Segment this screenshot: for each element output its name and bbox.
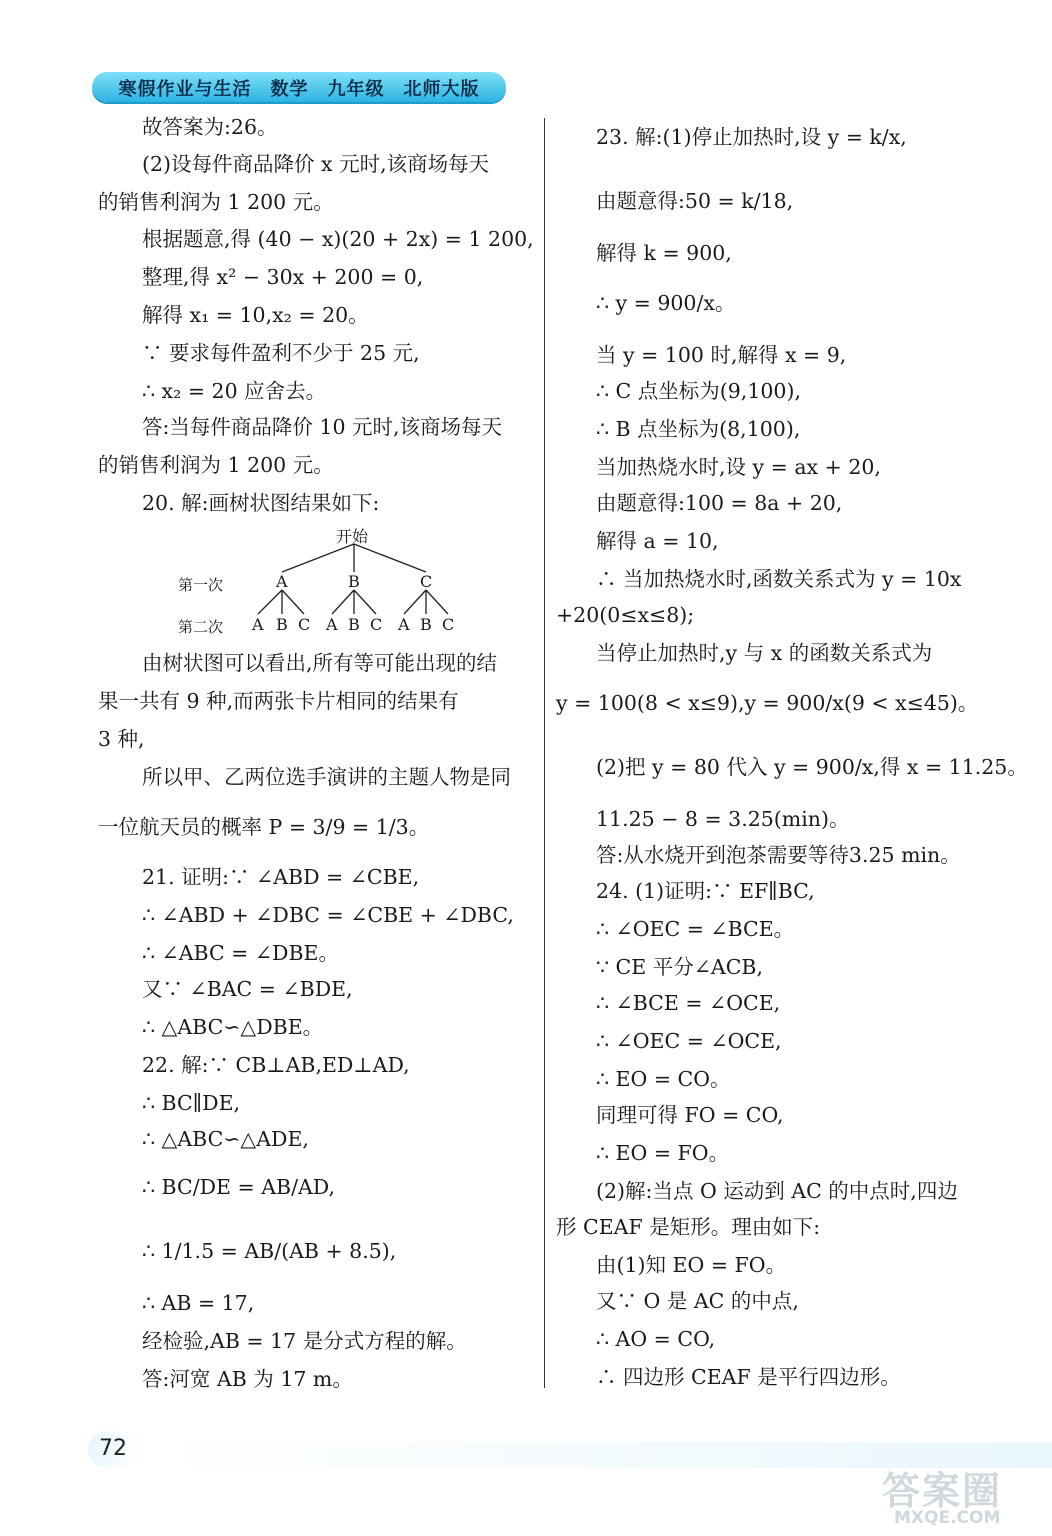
text-line: 由(1)知 EO = FO。 <box>596 1253 787 1277</box>
text-line: ∴ B 点坐标为(8,100), <box>596 417 801 441</box>
tree-root: 开始 <box>336 527 369 546</box>
text-line: 所以甲、乙两位选手演讲的主题人物是同 <box>142 765 511 789</box>
text-line: ∴ ∠BCE = ∠OCE, <box>596 991 781 1015</box>
text-line: ∴ 当加热烧水时,函数关系式为 y = 10x <box>596 567 962 591</box>
text-line: 答:当每件商品降价 10 元时,该商场每天 <box>142 415 503 439</box>
text-line: 当 y = 100 时,解得 x = 9, <box>596 343 847 367</box>
text-line: ∴ AB = 17, <box>142 1291 255 1315</box>
tree-node-second: B <box>348 615 360 634</box>
tree-edge <box>332 590 354 614</box>
text-line: ∴ ∠OEC = ∠OCE, <box>596 1029 782 1053</box>
text-line: 由题意得:100 = 8a + 20, <box>596 491 843 515</box>
tree-node-second: A <box>326 615 338 634</box>
text-line: ∴ 1/1.5 = AB/(AB + 8.5), <box>142 1239 397 1263</box>
tree-edge <box>282 590 304 614</box>
text-line: ∴ EO = CO。 <box>596 1067 731 1091</box>
text-line: ∴ ∠ABC = ∠DBE。 <box>142 941 340 965</box>
tree-node-second: C <box>442 615 455 634</box>
text-line: 解得 k = 900, <box>596 241 732 265</box>
tree-edge <box>426 590 448 614</box>
tree-node-second: B <box>276 615 288 634</box>
text-line: ∵ CE 平分∠ACB, <box>596 955 763 979</box>
text-line: 解得 x₁ = 10,x₂ = 20。 <box>142 303 369 327</box>
text-line: (2)设每件商品降价 x 元时,该商场每天 <box>142 152 490 176</box>
text-line: ∴ BC/DE = AB/AD, <box>142 1175 336 1199</box>
text-line: ∴ x₂ = 20 应舍去。 <box>142 379 327 403</box>
text-line: 根据题意,得 (40 − x)(20 + 2x) = 1 200, <box>142 227 534 251</box>
text-line: 同理可得 FO = CO, <box>596 1103 784 1127</box>
text-line: ∴ y = 900/x。 <box>596 291 736 315</box>
text-line: 20. 解:画树状图结果如下: <box>142 491 380 515</box>
text-line: 的销售利润为 1 200 元。 <box>98 190 334 214</box>
text-line: ∴ △ABC∽△DBE。 <box>142 1015 324 1039</box>
tree-node-second: A <box>252 615 264 634</box>
tree-edge <box>404 590 426 614</box>
column-divider <box>544 118 545 1388</box>
tree-node-first: B <box>348 572 360 591</box>
text-line: 的销售利润为 1 200 元。 <box>98 453 334 477</box>
text-line: y = 100(8 < x≤9),y = 900/x(9 < x≤45)。 <box>556 691 979 715</box>
page-number: 72 <box>88 1431 138 1467</box>
text-line: 24. (1)证明:∵ EF∥BC, <box>596 879 815 903</box>
tree-edge <box>354 590 376 614</box>
text-line: ∴ EO = FO。 <box>596 1141 730 1165</box>
watermark-logo <box>880 1460 1050 1530</box>
text-line: (2)解:当点 O 运动到 AC 的中点时,四边 <box>596 1179 958 1203</box>
watermark-url: MXQE.COM <box>894 1508 1001 1528</box>
right-column <box>556 114 1028 1404</box>
text-line: 形 CEAF 是矩形。理由如下: <box>556 1215 821 1239</box>
text-line: ∴ 四边形 CEAF 是平行四边形。 <box>596 1365 901 1389</box>
text-line: 由题意得:50 = k/18, <box>596 189 794 213</box>
text-line: 答:河宽 AB 为 17 m。 <box>142 1367 353 1391</box>
tree-node-first: C <box>420 572 433 591</box>
text-line: 经检验,AB = 17 是分式方程的解。 <box>142 1329 467 1353</box>
text-line: 又∵ ∠BAC = ∠BDE, <box>142 977 353 1001</box>
text-line: 当加热烧水时,设 y = ax + 20, <box>596 455 881 479</box>
text-line: 3 种, <box>98 727 145 751</box>
text-line: ∴ ∠ABD + ∠DBC = ∠CBE + ∠DBC, <box>142 903 514 927</box>
text-line: 23. 解:(1)停止加热时,设 y = k/x, <box>596 125 907 149</box>
text-line: 21. 证明:∵ ∠ABD = ∠CBE, <box>142 865 420 889</box>
tree-node-second: C <box>370 615 383 634</box>
text-line: 一位航天员的概率 P = 3/9 = 1/3。 <box>98 815 430 839</box>
tree-edge <box>282 544 354 572</box>
text-line: 答:从水烧开到泡茶需要等待3.25 min。 <box>596 843 961 867</box>
text-line: 11.25 − 8 = 3.25(min)。 <box>596 807 850 831</box>
text-line: ∴ C 点坐标为(9,100), <box>596 379 801 403</box>
tree-edge <box>258 590 282 614</box>
text-line: 由树状图可以看出,所有等可能出现的结 <box>142 651 498 675</box>
text-line: 果一共有 9 种,而两张卡片相同的结果有 <box>98 689 459 713</box>
text-line: 当停止加热时,y 与 x 的函数关系式为 <box>596 641 933 665</box>
tree-diagram <box>170 522 470 640</box>
tree-second-label: 第二次 <box>178 618 224 636</box>
tree-node-second: C <box>298 615 311 634</box>
tree-node-second: B <box>420 615 432 634</box>
text-line: ∴ ∠OEC = ∠BCE。 <box>596 917 795 941</box>
text-line: (2)把 y = 80 代入 y = 900/x,得 x = 11.25。 <box>596 755 1028 779</box>
text-line: ∴ BC∥DE, <box>142 1091 241 1115</box>
tree-node-second: A <box>398 615 410 634</box>
text-line: 故答案为:26。 <box>142 115 278 139</box>
tree-first-label: 第一次 <box>178 576 224 594</box>
text-line: 又∵ O 是 AC 的中点, <box>596 1289 799 1313</box>
text-line: ∴ AO = CO, <box>596 1327 716 1351</box>
left-column <box>98 114 538 1394</box>
text-line: ∵ 要求每件盈利不少于 25 元, <box>142 341 420 365</box>
text-line: 整理,得 x² − 30x + 200 = 0, <box>142 265 424 289</box>
text-line: 22. 解:∵ CB⊥AB,ED⊥AD, <box>142 1053 410 1077</box>
tree-node-first: A <box>276 572 288 591</box>
header-banner <box>92 72 506 102</box>
banner-title: 寒假作业与生活 数学 九年级 北师大版 <box>118 79 480 100</box>
tree-edge <box>354 544 426 572</box>
watermark-text: 答案圈 <box>882 1469 1003 1513</box>
text-line: ∴ △ABC∽△ADE, <box>142 1127 309 1151</box>
text-line: +20(0≤x≤8); <box>556 603 695 627</box>
text-line: 解得 a = 10, <box>596 529 719 553</box>
